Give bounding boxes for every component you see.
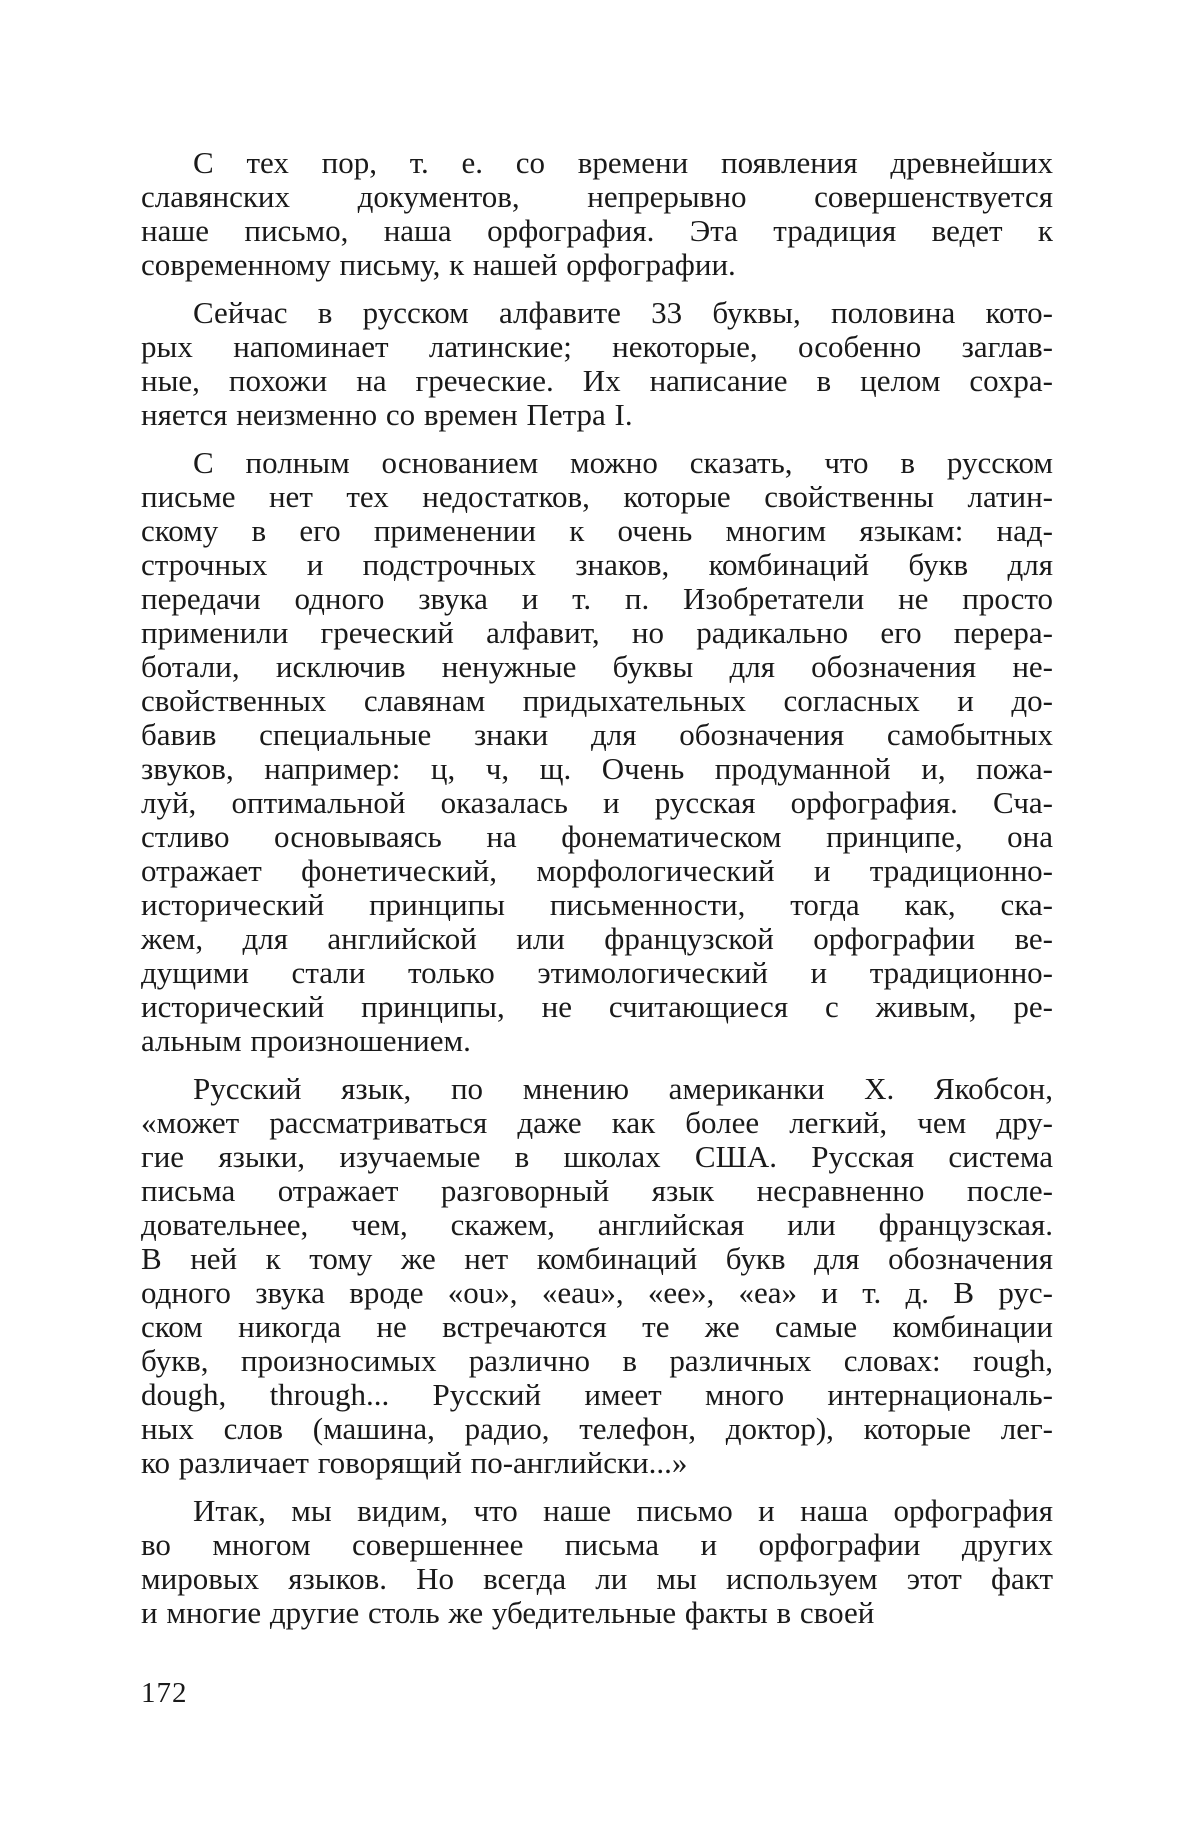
text-line: исторический принципы письменности, тогда как, ска-	[141, 887, 1053, 922]
text-line: свойственных славянам придыхательных согласных и до-	[141, 683, 1053, 718]
text-line: букв, произносимых различно в различных словах: rough,	[141, 1343, 1053, 1378]
paragraph	[141, 446, 1053, 1058]
text-line: В ней к тому же нет комбинаций букв для обозначения	[141, 1241, 1053, 1276]
text-line: ском никогда не встречаются те же самые комбинации	[141, 1309, 1053, 1344]
text-line: славянских документов, непрерывно совершенствуется	[141, 179, 1053, 214]
text-line: мировых языков. Но всегда ли мы используем этот факт	[141, 1561, 1053, 1596]
paragraph	[141, 296, 1053, 432]
text-line: няется неизменно со времен Петра I.	[141, 397, 633, 432]
text-line: Сейчас в русском алфавите 33 буквы, половина кото-	[193, 295, 1053, 330]
text-line: исторический принципы, не считающиеся с живым, ре-	[141, 989, 1053, 1024]
text-line: луй, оптимальной оказалась и русская орфография. Сча-	[141, 785, 1053, 820]
text-line: ных слов (машина, радио, телефон, доктор), которые лег-	[141, 1411, 1053, 1446]
text-line: жем, для английской или французской орфографии ве-	[141, 921, 1053, 956]
text-line: одного звука вроде «ou», «eau», «ee», «ea» и т. д. В рус-	[141, 1275, 1053, 1310]
text-line: передачи одного звука и т. п. Изобретатели не просто	[141, 581, 1053, 616]
text-line: письма отражает разговорный язык несравненно после-	[141, 1173, 1053, 1208]
text-line: рых напоминает латинские; некоторые, особенно заглав-	[141, 329, 1053, 364]
paragraph	[141, 146, 1053, 282]
text-line: Итак, мы видим, что наше письмо и наша орфография	[193, 1493, 1053, 1528]
text-line: ко различает говорящий по-английски...»	[141, 1445, 688, 1480]
text-line: дущими стали только этимологический и традиционно-	[141, 955, 1053, 990]
text-line: современному письму, к нашей орфографии.	[141, 247, 736, 282]
text-line: скому в его применении к очень многим языкам: над-	[141, 513, 1053, 548]
text-line: dough, through... Русский имеет много интернациональ-	[141, 1377, 1053, 1412]
text-line: применили греческий алфавит, но радикально его перера-	[141, 615, 1053, 650]
text-line: и многие другие столь же убедительные факты в своей	[141, 1595, 875, 1630]
text-line: С полным основанием можно сказать, что в русском	[193, 445, 1053, 480]
text-line: бавив специальные знаки для обозначения самобытных	[141, 717, 1053, 752]
text-line: гие языки, изучаемые в школах США. Русская система	[141, 1139, 1053, 1174]
text-line: «может рассматриваться даже как более легкий, чем дру-	[141, 1105, 1053, 1140]
text-line: С тех пор, т. е. со времени появления древнейших	[193, 145, 1053, 180]
paragraph	[141, 1072, 1053, 1480]
text-line: Русский язык, по мнению американки Х. Якобсон,	[193, 1071, 1053, 1106]
text-line: альным произношением.	[141, 1023, 471, 1058]
text-line: письме нет тех недостатков, которые свойственны латин-	[141, 479, 1053, 514]
text-line: строчных и подстрочных знаков, комбинаций букв для	[141, 547, 1053, 582]
text-line: во многом совершеннее письма и орфографии других	[141, 1527, 1053, 1562]
text-line: отражает фонетический, морфологический и традиционно-	[141, 853, 1053, 888]
text-line: звуков, например: ц, ч, щ. Очень продуманной и, пожа-	[141, 751, 1053, 786]
page-body-text	[141, 146, 1053, 1644]
text-line: стливо основываясь на фонематическом принципе, она	[141, 819, 1053, 854]
text-line: наше письмо, наша орфография. Эта традиция ведет к	[141, 213, 1053, 248]
paragraph	[141, 1494, 1053, 1630]
page-number: 172	[141, 1677, 188, 1709]
text-line: ботали, исключив ненужные буквы для обозначения не-	[141, 649, 1053, 684]
text-line: ные, похожи на греческие. Их написание в целом сохра-	[141, 363, 1053, 398]
text-line: довательнее, чем, скажем, английская или французская.	[141, 1207, 1053, 1242]
